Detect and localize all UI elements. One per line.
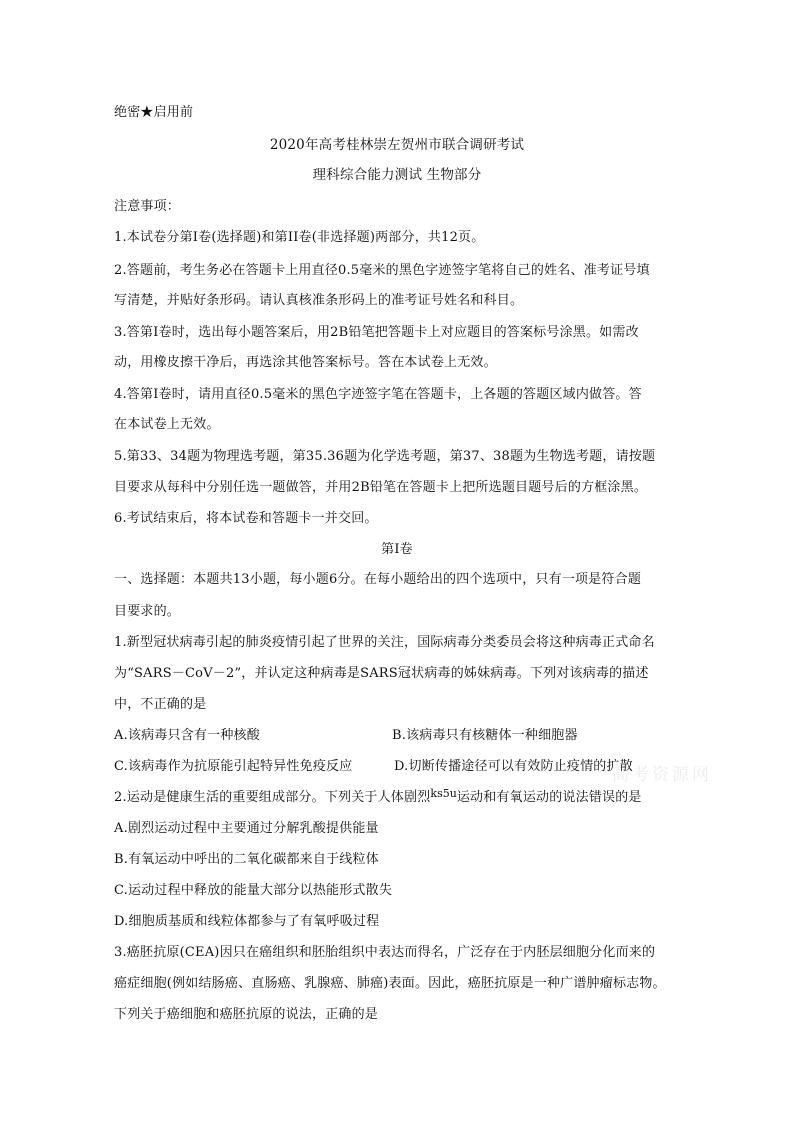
notice-line: 4.答第I卷时，请用直径0.5毫米的黑色字迹签字笔在答题卡，上各题的答题区域内做答。答 bbox=[114, 387, 642, 402]
q2-option-a: A.剧烈运动过程中主要通过分解乳酸提供能量 bbox=[114, 821, 379, 836]
q1-option-d: D.切断传播途径可以有效防止疫情的扩散 bbox=[394, 759, 633, 774]
notice-line: 动，用橡皮擦干净后，再选涂其他答案标号。答在本试卷上无效。 bbox=[114, 355, 497, 370]
q2-stem-insert: ks5u bbox=[430, 787, 457, 800]
q1-option-b: B.该病毒只有核糖体一种细胞器 bbox=[392, 728, 578, 743]
exam-title: 2020年高考桂林崇左贺州市联合调研考试 bbox=[269, 137, 525, 153]
q1-option-a: A.该病毒只含有一种核酸 bbox=[114, 728, 260, 743]
notice-line: 在本试卷上无效。 bbox=[114, 417, 220, 432]
notice-line: 目要求从每科中分别任选一题做答，并用2B铅笔在答题卡上把所选题目题号后的方框涂黑。 bbox=[114, 480, 648, 495]
q1-option-c: C.该病毒作为抗原能引起特异性免疫反应 bbox=[114, 759, 353, 774]
notice-line: 3.答第I卷时，选出每小题答案后，用2B铅笔把答题卡上对应题目的答案标号涂黑。如需改 bbox=[114, 325, 639, 340]
section-title: 第I卷 bbox=[381, 542, 413, 557]
notice-line: 6.考试结束后，将本试卷和答题卡一并交回。 bbox=[114, 511, 378, 526]
q2-stem bbox=[114, 789, 642, 807]
q2-option-d: D.细胞质基质和线粒体都参与了有氧呼吸过程 bbox=[114, 914, 380, 929]
q2-stem-before: 2.运动是健康生活的重要组成部分。下列关于人体剧烈 bbox=[114, 790, 431, 805]
notice-line: 1.本试卷分第I卷(选择题)和第II卷(非选择题)两部分，共12页。 bbox=[114, 230, 485, 245]
watermark: 高考资源网 bbox=[612, 765, 712, 785]
q2-stem-after: 运动和有氧运动的说法错误的是 bbox=[456, 790, 642, 805]
notice-line: 2.答题前，考生务必在答题卡上用直径0.5毫米的黑色字迹签字笔将自己的姓名、准考证号填 bbox=[114, 263, 650, 278]
section-intro: 目要求的。 bbox=[114, 604, 181, 619]
q3-stem: 癌症细胞(例如结肠癌、直肠癌、乳腺癌、肺癌)表面。因此，癌胚抗原是一种广谱肿瘤标志物。 bbox=[114, 976, 666, 991]
q3-stem: 下列关于癌细胞和癌胚抗原的说法，正确的是 bbox=[114, 1007, 379, 1022]
notice-heading: 注意事项： bbox=[114, 199, 181, 214]
secret-mark: 绝密★启用前 bbox=[114, 105, 194, 120]
q3-stem: 3.癌胚抗原(CEA)因只在癌组织和胚胎组织中表达而得名，广泛存在于内胚层细胞分化而来的 bbox=[114, 945, 656, 960]
exam-subtitle: 理科综合能力测试 生物部分 bbox=[312, 167, 482, 183]
q2-option-b: B.有氧运动中呼出的二氧化碳都来自于线粒体 bbox=[114, 852, 379, 867]
q1-stem: 为“SARS－CoV－2”，并认定这种病毒是SARS冠状病毒的姊妹病毒。下列对该病毒的描述 bbox=[114, 666, 649, 681]
notice-line: 5.第33、34题为物理选考题，第35.36题为化学选考题，第37、38题为生物选考题，请按题 bbox=[114, 449, 656, 464]
q1-stem: 中，不正确的是 bbox=[114, 697, 207, 712]
notice-line: 写清楚，并贴好条形码。请认真核准条形码上的准考证号姓名和科目。 bbox=[114, 293, 524, 308]
section-intro: 一、选择题：本题共13小题，每小题6分。在每小题给出的四个选项中，只有一项是符合题 bbox=[114, 572, 642, 587]
q2-option-c: C.运动过程中释放的能量大部分以热能形式散失 bbox=[114, 883, 393, 898]
q1-stem: 1.新型冠状病毒引起的肺炎疫情引起了世界的关注，国际病毒分类委员会将这种病毒正式命名 bbox=[114, 635, 655, 650]
